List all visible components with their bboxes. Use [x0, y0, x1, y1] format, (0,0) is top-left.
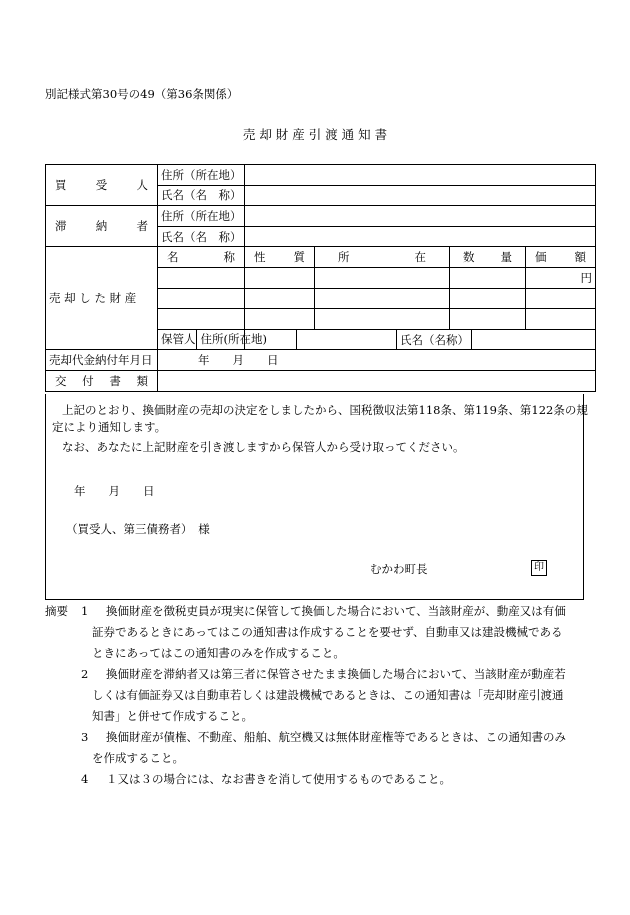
col-quantity-header: 数 量 [450, 247, 526, 268]
property-name-cell[interactable] [158, 267, 245, 288]
custodian-name-label: 氏名（名称） [397, 329, 472, 350]
notice-paragraph-2: なお、あなたに上記財産を引き渡しますから保管人から受け取ってください。 [62, 440, 465, 454]
issuer-name: むかわ町長 [370, 562, 428, 576]
document-title: 売 却 財 産 引 渡 通 知 書 [242, 127, 388, 142]
property-price-cell[interactable] [526, 288, 596, 309]
custodian-name-field[interactable] [472, 329, 596, 350]
note-3-line: 換価財産が債権、不動産、船舶、航空機又は無体財産権等であるときは、この通知書のみ [106, 730, 566, 744]
property-location-cell[interactable] [315, 309, 450, 330]
note-1-line: ときにあってはこの通知書のみを作成すること。 [92, 646, 345, 660]
buyer-name-label: 氏名（名 称） [158, 185, 245, 206]
note-1-line: 証券であるときにあってはこの通知書は作成することを要せず、自動車又は建設機械である [92, 625, 563, 639]
property-name-cell[interactable] [158, 309, 245, 330]
payment-date-field[interactable] [158, 350, 596, 371]
payment-date-label: 売却代金納付年月日 [46, 350, 158, 371]
payment-date-value: 年 月 日 [198, 353, 279, 368]
buyer-address-label: 住所（所在地） [158, 165, 245, 186]
note-1-number: 1 [81, 604, 89, 618]
delinquent-label: 滞 納 者 [46, 206, 158, 247]
note-3-line: を作成すること。 [92, 751, 184, 765]
notice-table [45, 164, 596, 392]
property-nature-cell[interactable] [245, 288, 315, 309]
property-location-cell[interactable] [315, 288, 450, 309]
custodian-label: 保管人 [158, 330, 197, 350]
property-price-cell[interactable] [526, 267, 596, 288]
note-4-line: １又は３の場合には、なお書きを消して使用するものであること。 [106, 772, 451, 786]
notice-date: 年 月 日 [74, 484, 155, 498]
delivery-docs-field[interactable] [158, 370, 596, 391]
custodian-address-field[interactable] [245, 329, 397, 350]
property-location-cell[interactable] [315, 267, 450, 288]
note-2-line: 知書」と併せて作成すること。 [92, 709, 253, 723]
property-quantity-cell[interactable] [450, 309, 526, 330]
property-name-cell[interactable] [158, 288, 245, 309]
property-nature-cell[interactable] [245, 267, 315, 288]
notice-paragraph-1-cont: 定により通知します。 [52, 420, 167, 434]
addressee: （買受人、第三債務者） 様 [66, 522, 210, 536]
note-2-line: しくは有価証券又は自動車若しくは建設機械であるときは、この通知書は「売却財産引渡通 [92, 688, 564, 702]
form-label: 別記様式第30号の49（第36条関係） [45, 87, 239, 101]
note-2-number: 2 [81, 667, 89, 681]
col-nature-header: 性 質 [245, 247, 315, 268]
buyer-name-field[interactable] [245, 185, 596, 206]
col-name-header: 名 称 [158, 247, 245, 268]
note-2-line: 換価財産を滞納者又は第三者に保管させたまま換価した場合において、当該財産が動産若 [106, 667, 566, 681]
property-quantity-cell[interactable] [450, 288, 526, 309]
property-price-cell[interactable] [526, 309, 596, 330]
notice-paragraph-1: 上記のとおり、換価財産の売却の決定をしましたから、国税徴収法第118条、第119条、第122条の規 [62, 403, 588, 417]
delivery-docs-label: 交 付 書 類 [46, 370, 158, 391]
property-nature-cell[interactable] [245, 309, 315, 330]
col-location-header: 所 在 [315, 247, 450, 268]
buyer-address-field[interactable] [245, 165, 596, 186]
delinquent-name-field[interactable] [245, 226, 596, 247]
note-4-number: 4 [81, 772, 89, 786]
buyer-label: 買 受 人 [46, 165, 158, 206]
delinquent-name-label: 氏名（名 称） [158, 226, 245, 247]
notes-heading: 摘要 [45, 604, 68, 618]
note-1-line: 換価財産を徴税吏員が現実に保管して換価した場合において、当該財産が、動産又は有価 [106, 604, 566, 618]
note-3-number: 3 [81, 730, 89, 744]
seal-mark: 印 [531, 560, 547, 576]
delinquent-address-field[interactable] [245, 206, 596, 227]
property-quantity-cell[interactable] [450, 267, 526, 288]
custodian-address-label: 住所(所在地) [200, 331, 267, 346]
property-label: 売 却 し た 財 産 [46, 247, 158, 350]
yen-unit: 円 [580, 270, 592, 285]
delinquent-address-label: 住所（所在地） [158, 206, 245, 227]
col-price-header: 価 額 [526, 247, 596, 268]
